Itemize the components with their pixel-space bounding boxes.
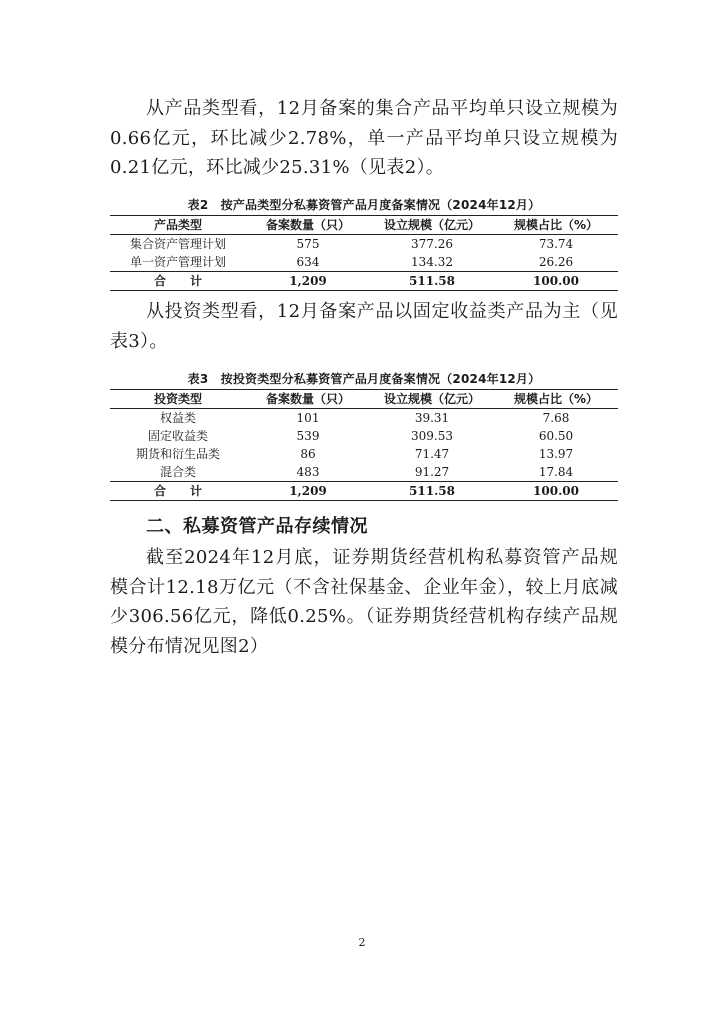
- table-cell: 7.68: [542, 411, 570, 425]
- section-heading: 二、私募资管产品存续情况: [146, 516, 368, 537]
- header-cell: 设立规模（亿元）: [370, 216, 494, 235]
- table-cell: 1,209: [246, 272, 370, 291]
- table-cell: 混合类: [159, 465, 196, 479]
- table-row: [110, 253, 618, 272]
- paragraph-product-type: 从产品类型看，12月备案的集合产品平均单只设立规模为0.66亿元，环比减少2.78%，单一产品平均单只设立规模为0.21亿元，环比减少25.31%（见表2）。: [110, 98, 618, 178]
- table-total-row: [110, 482, 618, 501]
- table-header-row: [110, 216, 618, 235]
- table-cell: 13.97: [538, 447, 574, 461]
- paragraph-outstanding-products: 截至2024年12月底，证券期货经营机构私募资管产品规模合计12.18万亿元（不含社保基金、企业年金），较上月底减少306.56亿元，降低0.25%。（证券期货经营机构存续产品规模分布情况见图2）: [110, 547, 618, 657]
- table-cell: 期货和衍生品类: [135, 447, 220, 461]
- table-cell: 集合资产管理计划: [129, 237, 226, 251]
- header-cell: 设立规模（亿元）: [370, 390, 494, 409]
- table-cell: 固定收益类: [147, 429, 208, 443]
- header-cell: 投资类型: [110, 390, 246, 409]
- table-row: [110, 427, 618, 445]
- header-cell: 规模占比（%）: [494, 216, 618, 235]
- table-cell: 134.32: [411, 255, 453, 269]
- table-cell: 39.31: [414, 411, 450, 425]
- table-row: [110, 463, 618, 482]
- table-total-row: [110, 272, 618, 291]
- table-cell: 71.47: [414, 447, 450, 461]
- table-cell: 634: [296, 255, 320, 269]
- table-cell: 377.26: [411, 237, 453, 251]
- table-row: [110, 235, 618, 254]
- table3-caption: 表3 按投资类型分私募资管产品月度备案情况（2024年12月）: [187, 372, 541, 386]
- table-cell: 单一资产管理计划: [129, 255, 226, 269]
- table-header-row: [110, 390, 618, 409]
- table-row: [110, 409, 618, 428]
- table-cell: 权益类: [159, 411, 196, 425]
- paragraph-investment-type: 从投资类型看，12月备案产品以固定收益类产品为主（见表3）。: [110, 301, 618, 352]
- table-cell: 60.50: [538, 429, 574, 443]
- table3: [110, 389, 618, 501]
- table-cell: 511.58: [370, 272, 494, 291]
- table-cell: 539: [296, 429, 320, 443]
- header-cell: 规模占比（%）: [494, 390, 618, 409]
- table-cell: 309.53: [411, 429, 453, 443]
- table-cell: 91.27: [414, 465, 450, 479]
- table-cell: 101: [296, 411, 320, 425]
- table-cell: 73.74: [538, 237, 574, 251]
- table-cell: 575: [296, 237, 320, 251]
- header-cell: 备案数量（只）: [246, 216, 370, 235]
- table-cell: 511.58: [370, 482, 494, 501]
- table-cell: 86: [300, 447, 316, 461]
- table2-caption: 表2 按产品类型分私募资管产品月度备案情况（2024年12月）: [187, 198, 541, 212]
- table-cell: 17.84: [538, 465, 574, 479]
- header-cell: 产品类型: [110, 216, 246, 235]
- table-row: [110, 445, 618, 463]
- table-cell: 合 计: [110, 272, 246, 291]
- table2: [110, 215, 618, 291]
- header-cell: 备案数量（只）: [246, 390, 370, 409]
- table-cell: 100.00: [494, 272, 618, 291]
- page-number: 2: [358, 936, 366, 949]
- table-cell: 合 计: [110, 482, 246, 501]
- table-cell: 1,209: [246, 482, 370, 501]
- table-cell: 26.26: [538, 255, 574, 269]
- table-cell: 483: [296, 465, 320, 479]
- table-cell: 100.00: [494, 482, 618, 501]
